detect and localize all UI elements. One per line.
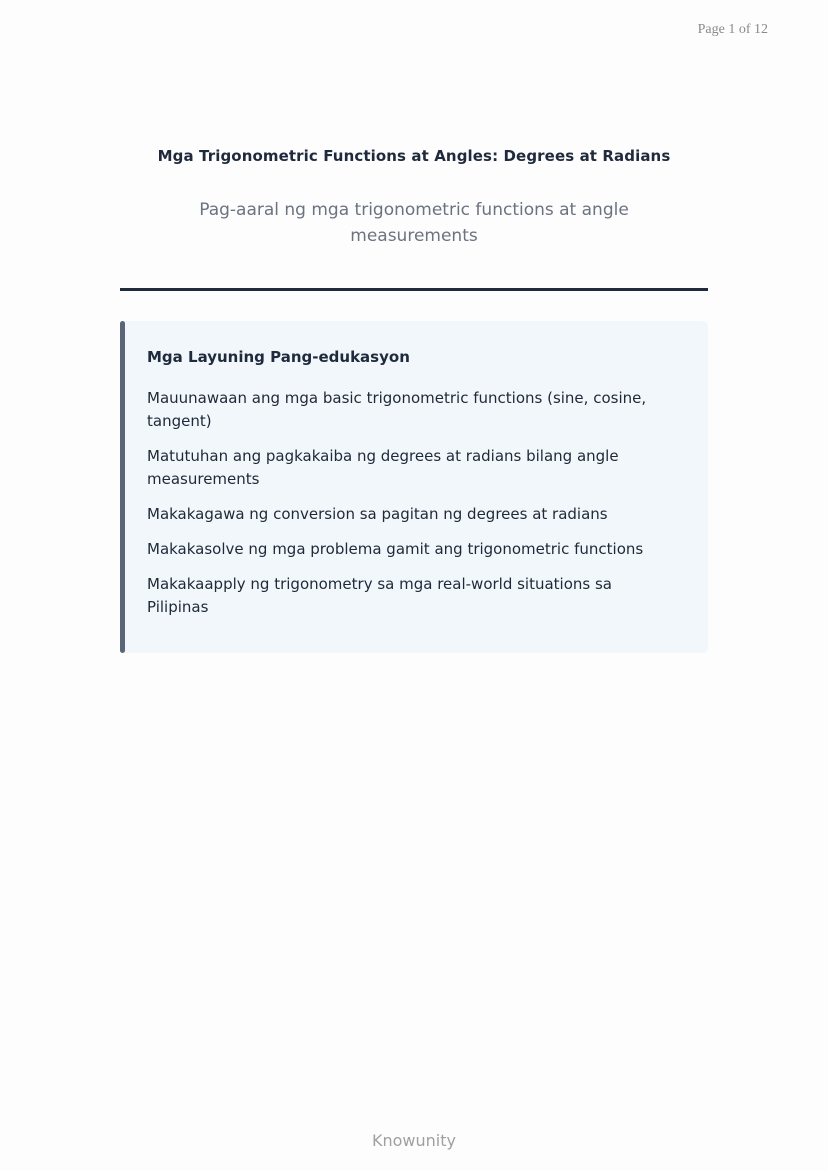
learning-objectives-box (120, 321, 708, 653)
document-subtitle: Pag-aaral ng mga trigonometric functions at angle measurements (199, 200, 629, 246)
document-title: Mga Trigonometric Functions at Angles: Degrees at Radians (157, 147, 671, 165)
objective-item: Mauunawaan ang mga basic trigonometric functions (sine, cosine, tangent) (147, 389, 647, 430)
objective-item: Makakaapply ng trigonometry sa mga real-world situations sa Pilipinas (147, 575, 612, 616)
objectives-list (147, 387, 677, 631)
objectives-heading: Mga Layuning Pang-edukasyon (147, 348, 410, 366)
footer-brand: Knowunity (372, 1131, 456, 1150)
objective-item: Makakasolve ng mga problema gamit ang trigonometric functions (147, 540, 644, 558)
page-number: Page 1 of 12 (697, 22, 768, 37)
objective-item: Matutuhan ang pagkakaiba ng degrees at radians bilang angle measurements (147, 447, 619, 488)
objectives-accent-bar (120, 321, 125, 653)
objective-item: Makakagawa ng conversion sa pagitan ng degrees at radians (147, 505, 608, 523)
title-divider (120, 288, 708, 291)
